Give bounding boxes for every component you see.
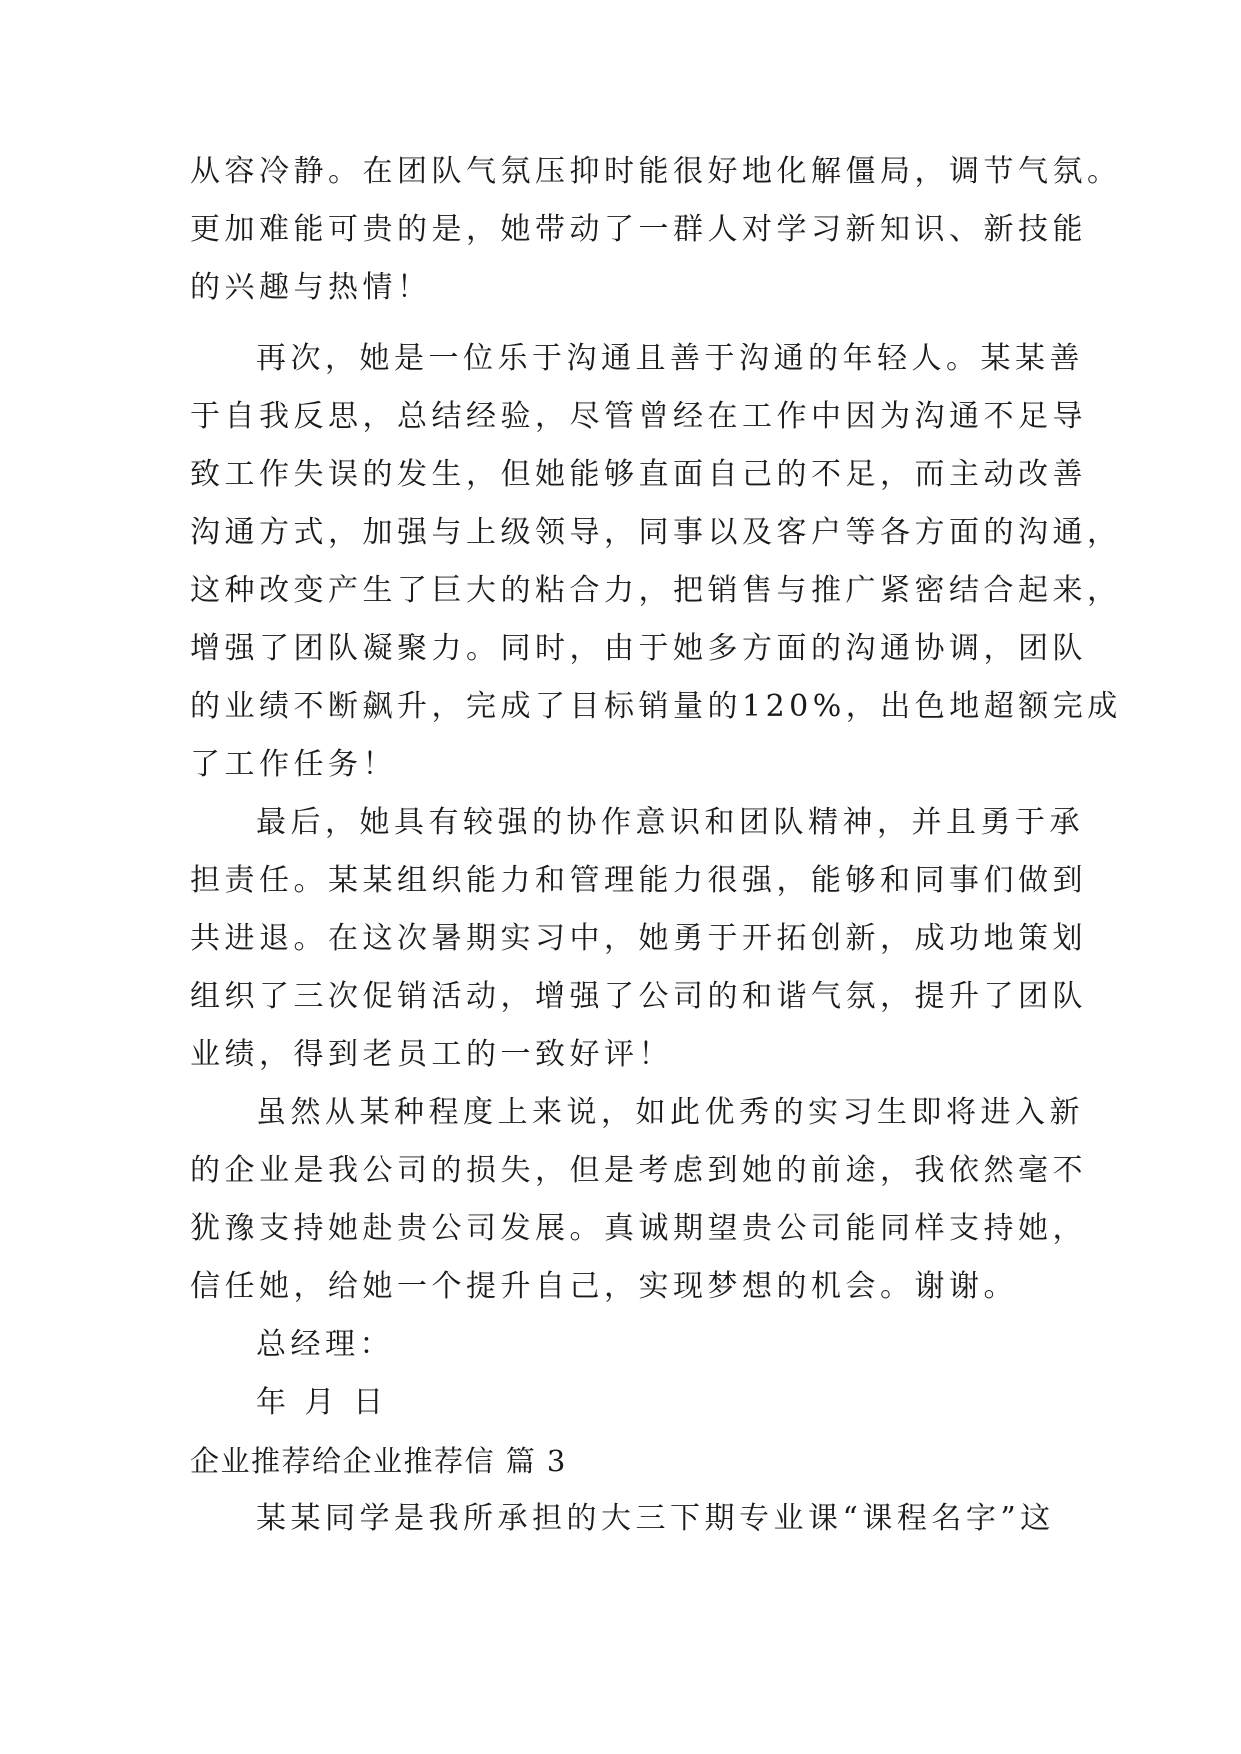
text-line: 信任她，给她一个提升自己，实现梦想的机会。谢谢。 bbox=[190, 1269, 1018, 1304]
text-line: 于自我反思，总结经验，尽管曾经在工作中因为沟通不足导 bbox=[190, 399, 1087, 434]
paragraph-start: 再次，她是一位乐于沟通且善于沟通的年轻人。某某善 bbox=[256, 341, 1084, 376]
signature-date: 年 月 日 bbox=[256, 1385, 388, 1420]
text-line: 的业绩不断飙升，完成了目标销量的120%，出色地超额完成 bbox=[190, 689, 1122, 724]
text-line: 的兴趣与热情！ bbox=[190, 270, 432, 305]
text-line: 从容冷静。在团队气氛压抑时能很好地化解僵局，调节气氛。 bbox=[190, 154, 1122, 189]
text-line: 的企业是我公司的损失，但是考虑到她的前途，我依然毫不 bbox=[190, 1153, 1087, 1188]
text-line: 犹豫支持她赴贵公司发展。真诚期望贵公司能同样支持她， bbox=[190, 1211, 1087, 1246]
text-line: 业绩，得到老员工的一致好评！ bbox=[190, 1037, 673, 1072]
paragraph-start: 虽然从某种程度上来说，如此优秀的实习生即将进入新 bbox=[256, 1095, 1084, 1130]
text-line: 组织了三次促销活动，增强了公司的和谐气氛，提升了团队 bbox=[190, 979, 1087, 1014]
text-line: 担责任。某某组织能力和管理能力很强，能够和同事们做到 bbox=[190, 863, 1087, 898]
text-line: 增强了团队凝聚力。同时，由于她多方面的沟通协调，团队 bbox=[190, 631, 1087, 666]
text-line: 了工作任务！ bbox=[190, 747, 397, 782]
text-line: 更加难能可贵的是，她带动了一群人对学习新知识、新技能 bbox=[190, 212, 1087, 247]
text-line: 沟通方式，加强与上级领导，同事以及客户等各方面的沟通， bbox=[190, 515, 1122, 550]
text-line: 共进退。在这次暑期实习中，她勇于开拓创新，成功地策划 bbox=[190, 921, 1087, 956]
paragraph-start: 某某同学是我所承担的大三下期专业课“课程名字”这 bbox=[256, 1501, 1055, 1536]
section-heading: 企业推荐给企业推荐信 篇 3 bbox=[190, 1444, 567, 1478]
signature-title: 总经理： bbox=[256, 1327, 394, 1362]
text-line: 这种改变产生了巨大的粘合力，把销售与推广紧密结合起来， bbox=[190, 573, 1122, 608]
text-line: 致工作失误的发生，但她能够直面自己的不足，而主动改善 bbox=[190, 457, 1087, 492]
paragraph-start: 最后，她具有较强的协作意识和团队精神，并且勇于承 bbox=[256, 805, 1084, 840]
